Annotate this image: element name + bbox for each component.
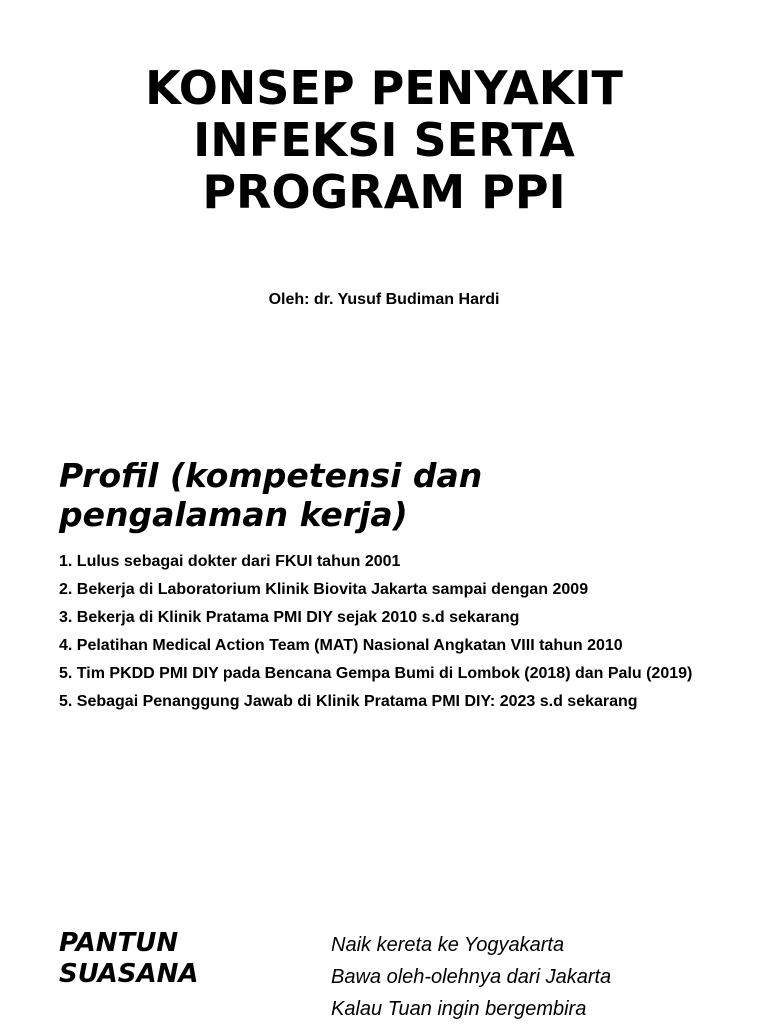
pantun-heading [59, 928, 299, 990]
profile-item: 5. Tim PKDD PMI DIY pada Bencana Gempa Bumi di Lombok (2018) dan Palu (2019) [59, 665, 693, 682]
pantun-line: Bawa oleh-olehnya dari Jakarta [331, 966, 612, 988]
pantun-heading-line: SUASANA [59, 959, 199, 989]
pantun-line: Naik kereta ke Yogyakarta [331, 934, 565, 956]
slide-title [60, 62, 708, 218]
profile-item: 4. Pelatihan Medical Action Team (MAT) Nasional Angkatan VIII tahun 2010 [59, 637, 623, 654]
pantun-heading-line: PANTUN [59, 928, 179, 958]
profile-item: 2. Bekerja di Laboratorium Klinik Biovita Jakarta sampai dengan 2009 [59, 581, 589, 598]
profile-list [59, 551, 699, 719]
profile-heading [59, 456, 719, 534]
slide-title-line: INFEKSI SERTA [193, 113, 575, 167]
profile-heading-line: Profil (kompetensi dan [59, 456, 483, 495]
profile-heading-line: pengalaman kerja) [59, 495, 408, 534]
profile-item: 5. Sebagai Penanggung Jawab di Klinik Pratama PMI DIY: 2023 s.d sekarang [59, 693, 638, 710]
profile-item: 1. Lulus sebagai dokter dari FKUI tahun 2001 [59, 553, 401, 570]
slide-title-line: KONSEP PENYAKIT [145, 61, 623, 115]
profile-item: 3. Bekerja di Klinik Pratama PMI DIY sejak 2010 s.d sekarang [59, 609, 520, 626]
author-credit: Oleh: dr. Yusuf Budiman Hardi [268, 291, 500, 308]
pantun-line: Kalau Tuan ingin bergembira [331, 998, 587, 1020]
slide-title-line: PROGRAM PPI [202, 165, 566, 219]
pantun-verse [331, 929, 751, 1025]
